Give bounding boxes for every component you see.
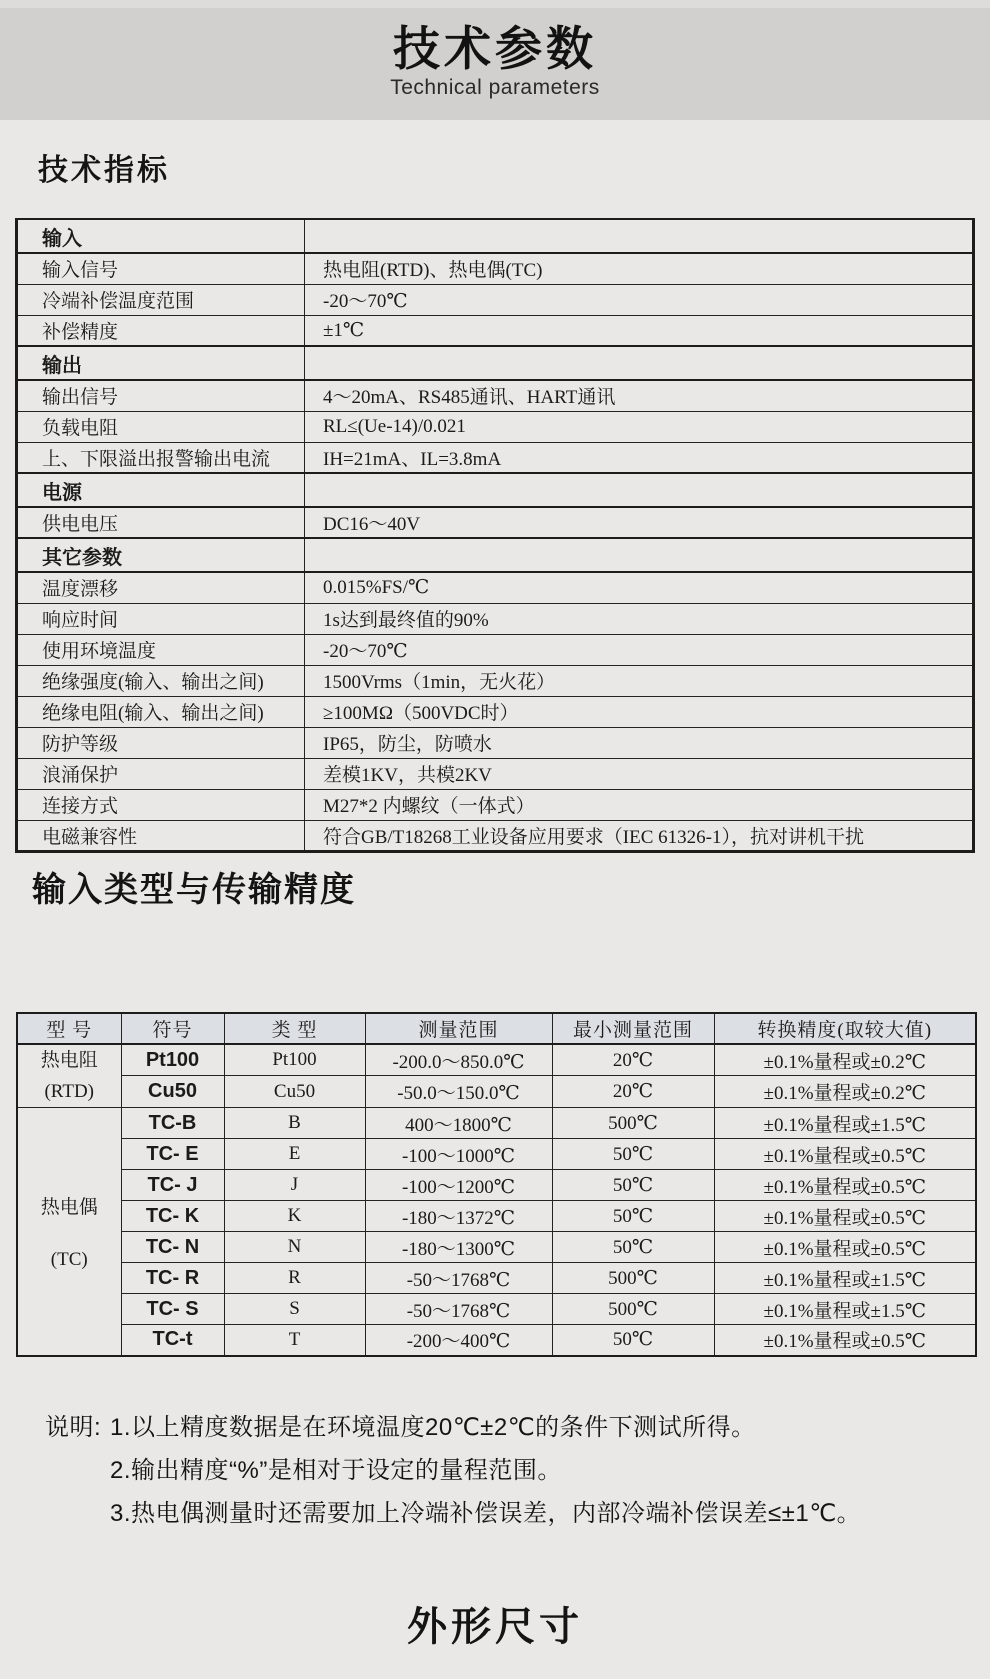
footer-heading: 外形尺寸 [407, 1605, 583, 1649]
accuracy-header-cell: 转换精度(取较大值) [714, 1013, 976, 1044]
model-cell [17, 1108, 121, 1356]
note-text: 3.热电偶测量时还需要加上冷端补偿误差，内部冷端补偿误差≤±1℃。 [110, 1500, 862, 1527]
spec-label-cell: 电源 [17, 473, 305, 507]
model-cell [17, 1044, 121, 1108]
model-cell-inner [18, 1045, 121, 1107]
accuracy-row [17, 1294, 976, 1325]
spec-label-cell: 上、下限溢出报警输出电流 [17, 442, 305, 473]
range-cell: -180～1372℃ [365, 1201, 552, 1232]
min-range-cell: 50℃ [552, 1170, 714, 1201]
type-cell: Pt100 [224, 1044, 365, 1076]
symbol-cell: TC- J [121, 1170, 224, 1201]
model-abbr: (TC) [50, 1248, 88, 1270]
accuracy-row [17, 1108, 976, 1139]
technical-spec-table [15, 218, 975, 853]
note-line [45, 1406, 861, 1449]
accuracy-header-cell: 测量范围 [365, 1013, 552, 1044]
accuracy-cell: ±0.1%量程或±0.5℃ [714, 1232, 976, 1263]
spec-section-row [17, 219, 974, 253]
spec-value-cell: -20～70℃ [305, 634, 974, 665]
accuracy-row [17, 1170, 976, 1201]
accuracy-cell: ±0.1%量程或±0.2℃ [714, 1044, 976, 1076]
accuracy-header-cell: 最小测量范围 [552, 1013, 714, 1044]
accuracy-cell: ±0.1%量程或±0.5℃ [714, 1325, 976, 1356]
spec-row [17, 253, 974, 284]
type-cell: J [224, 1170, 365, 1201]
accuracy-row [17, 1263, 976, 1294]
spec-label-cell: 防护等级 [17, 727, 305, 758]
symbol-cell: TC-B [121, 1108, 224, 1139]
note-prefix: 说明: [45, 1414, 102, 1441]
spec-row [17, 634, 974, 665]
model-name: 热电偶 [40, 1196, 98, 1218]
spec-label-cell: 温度漂移 [17, 572, 305, 603]
range-cell: -200.0～850.0℃ [365, 1044, 552, 1076]
symbol-cell: Pt100 [121, 1044, 224, 1076]
spec-section-heading: 技术指标 [38, 154, 170, 187]
min-range-cell: 20℃ [552, 1076, 714, 1108]
accuracy-row [17, 1044, 976, 1076]
symbol-cell: TC- K [121, 1201, 224, 1232]
note-line [45, 1449, 861, 1492]
note-indent-spacer [45, 1492, 110, 1535]
spec-label-cell: 供电电压 [17, 507, 305, 538]
spec-value-cell: 符合GB/T18268工业设备应用要求（IEC 61326-1），抗对讲机干扰 [305, 820, 974, 851]
spec-value-cell [305, 473, 974, 507]
notes-block [45, 1406, 861, 1535]
range-cell: -100～1000℃ [365, 1139, 552, 1170]
spec-row [17, 284, 974, 315]
spec-row [17, 696, 974, 727]
spec-label-cell: 绝缘电阻(输入、输出之间) [17, 696, 305, 727]
spec-label-cell: 绝缘强度(输入、输出之间) [17, 665, 305, 696]
accuracy-row [17, 1076, 976, 1108]
header-band [0, 8, 990, 120]
spec-label-cell: 使用环境温度 [17, 634, 305, 665]
accuracy-header-row [17, 1013, 976, 1044]
spec-value-cell: RL≤(Ue-14)/0.021 [305, 411, 974, 442]
spec-label-cell: 冷端补偿温度范围 [17, 284, 305, 315]
range-cell: -50～1768℃ [365, 1294, 552, 1325]
top-strip [0, 0, 990, 8]
accuracy-cell: ±0.1%量程或±0.5℃ [714, 1170, 976, 1201]
type-cell: Cu50 [224, 1076, 365, 1108]
spec-value-cell: M27*2 内螺纹（一体式） [305, 789, 974, 820]
type-cell: B [224, 1108, 365, 1139]
spec-row [17, 820, 974, 851]
spec-row [17, 315, 974, 346]
type-cell: R [224, 1263, 365, 1294]
page-subtitle: Technical parameters [390, 76, 600, 100]
model-cell-inner [18, 1192, 121, 1271]
spec-value-cell: 0.015%FS/℃ [305, 572, 974, 603]
spec-value-cell: 1500Vrms（1min，无火花） [305, 665, 974, 696]
spec-value-cell: 1s达到最终值的90% [305, 603, 974, 634]
spec-section-row [17, 346, 974, 380]
min-range-cell: 500℃ [552, 1108, 714, 1139]
min-range-cell: 500℃ [552, 1263, 714, 1294]
spec-label-cell: 连接方式 [17, 789, 305, 820]
spec-value-cell: ≥100MΩ（500VDC时） [305, 696, 974, 727]
spec-value-cell: IP65，防尘，防喷水 [305, 727, 974, 758]
spec-value-cell [305, 538, 974, 572]
accuracy-header-cell: 类 型 [224, 1013, 365, 1044]
accuracy-header-cell: 型 号 [17, 1013, 121, 1044]
accuracy-row [17, 1232, 976, 1263]
spec-label-cell: 响应时间 [17, 603, 305, 634]
type-cell: K [224, 1201, 365, 1232]
technical-spec-table-body [17, 219, 974, 851]
accuracy-row [17, 1201, 976, 1232]
spec-value-cell: DC16～40V [305, 507, 974, 538]
note-text: 1.以上精度数据是在环境温度20℃±2℃的条件下测试所得。 [110, 1414, 756, 1441]
spec-label-cell: 其它参数 [17, 538, 305, 572]
accuracy-row [17, 1325, 976, 1356]
spec-value-cell [305, 219, 974, 253]
min-range-cell: 50℃ [552, 1232, 714, 1263]
spec-value-cell: ±1℃ [305, 315, 974, 346]
min-range-cell: 500℃ [552, 1294, 714, 1325]
range-cell: -50.0～150.0℃ [365, 1076, 552, 1108]
accuracy-cell: ±0.1%量程或±1.5℃ [714, 1294, 976, 1325]
range-cell: -50～1768℃ [365, 1263, 552, 1294]
spec-label-cell: 输出 [17, 346, 305, 380]
note-line [45, 1492, 861, 1535]
spec-value-cell: 差模1KV，共模2KV [305, 758, 974, 789]
spec-row [17, 380, 974, 411]
spec-row [17, 727, 974, 758]
spec-value-cell: IH=21mA、IL=3.8mA [305, 442, 974, 473]
accuracy-section-heading: 输入类型与传输精度 [32, 871, 356, 909]
range-cell: -200～400℃ [365, 1325, 552, 1356]
symbol-cell: Cu50 [121, 1076, 224, 1108]
accuracy-table-body [17, 1044, 976, 1356]
range-cell: 400～1800℃ [365, 1108, 552, 1139]
note-indent-spacer [45, 1449, 110, 1492]
type-cell: S [224, 1294, 365, 1325]
min-range-cell: 50℃ [552, 1139, 714, 1170]
model-name: 热电阻 [40, 1050, 98, 1071]
spec-label-cell: 输入信号 [17, 253, 305, 284]
spec-row [17, 572, 974, 603]
input-type-accuracy-table [16, 1012, 977, 1357]
accuracy-header-cell: 符号 [121, 1013, 224, 1044]
spec-value-cell: -20～70℃ [305, 284, 974, 315]
accuracy-cell: ±0.1%量程或±0.5℃ [714, 1201, 976, 1232]
spec-row [17, 442, 974, 473]
accuracy-row [17, 1139, 976, 1170]
min-range-cell: 20℃ [552, 1044, 714, 1076]
spec-label-cell: 电磁兼容性 [17, 820, 305, 851]
spec-section-row [17, 538, 974, 572]
spec-value-cell [305, 346, 974, 380]
range-cell: -100～1200℃ [365, 1170, 552, 1201]
spec-label-cell: 负载电阻 [17, 411, 305, 442]
min-range-cell: 50℃ [552, 1201, 714, 1232]
symbol-cell: TC- E [121, 1139, 224, 1170]
spec-row [17, 507, 974, 538]
model-abbr: (RTD) [44, 1081, 94, 1102]
type-cell: N [224, 1232, 365, 1263]
accuracy-cell: ±0.1%量程或±0.5℃ [714, 1139, 976, 1170]
spec-label-cell: 浪涌保护 [17, 758, 305, 789]
range-cell: -180～1300℃ [365, 1232, 552, 1263]
spec-label-cell: 输出信号 [17, 380, 305, 411]
accuracy-table-head [17, 1013, 976, 1044]
spec-row [17, 603, 974, 634]
type-cell: T [224, 1325, 365, 1356]
spec-value-cell: 4～20mA、RS485通讯、HART通讯 [305, 380, 974, 411]
accuracy-cell: ±0.1%量程或±1.5℃ [714, 1263, 976, 1294]
type-cell: E [224, 1139, 365, 1170]
spec-row [17, 789, 974, 820]
symbol-cell: TC-t [121, 1325, 224, 1356]
accuracy-cell: ±0.1%量程或±1.5℃ [714, 1108, 976, 1139]
spec-section-row [17, 473, 974, 507]
symbol-cell: TC- N [121, 1232, 224, 1263]
spec-row [17, 411, 974, 442]
spec-row [17, 758, 974, 789]
min-range-cell: 50℃ [552, 1325, 714, 1356]
symbol-cell: TC- R [121, 1263, 224, 1294]
symbol-cell: TC- S [121, 1294, 224, 1325]
spec-label-cell: 补偿精度 [17, 315, 305, 346]
accuracy-cell: ±0.1%量程或±0.2℃ [714, 1076, 976, 1108]
note-text: 2.输出精度“%”是相对于设定的量程范围。 [110, 1457, 562, 1484]
spec-label-cell: 输入 [17, 219, 305, 253]
spec-value-cell: 热电阻(RTD)、热电偶(TC) [305, 253, 974, 284]
page-title: 技术参数 [393, 22, 597, 75]
spec-row [17, 665, 974, 696]
